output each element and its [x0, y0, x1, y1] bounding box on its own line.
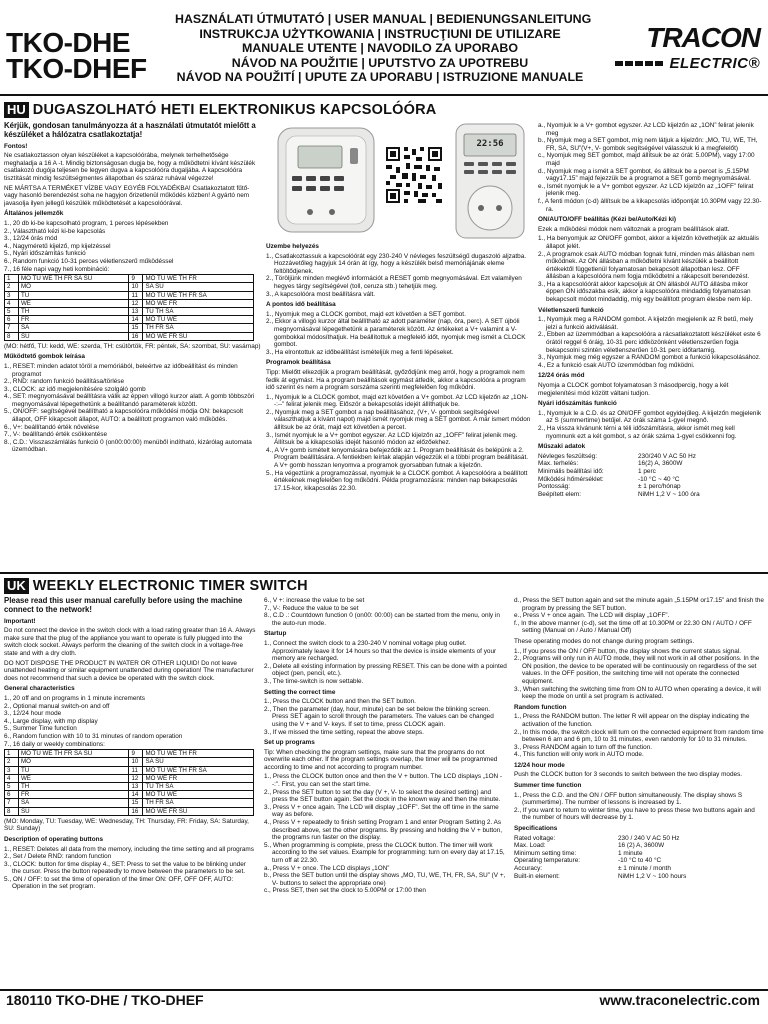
list-item: 2., Delete all existing information by pressing RESET. This can be done with a pointed object (pen, pencil, etc.).	[264, 662, 507, 678]
list-item: 5., ON / OFF: to set the time of operation of the timer ON: OFF, OFF OFF, AUTO: Operation in the set program.	[4, 875, 234, 891]
list-item: 1., Press the C.D. and the ON / OFF button simultaneously. The display shows S (summertime). The number of lessons is increased by 1.	[514, 791, 743, 807]
uk-prog-tip: Tip: When checking the program settings, make sure that the programs do not overwrite each other. If the program settings overlap, the timer will be programmed according to time and not according to program number.	[264, 748, 498, 771]
uk-rand-list	[514, 713, 764, 759]
hu-onoff-heading: ON/AUTO/OFF beállítás (Kézi be/Auto/Kézi ki)	[538, 216, 677, 224]
list-item: 6., Random funkció 10-31 perces véletlenszerű működéssel	[4, 257, 174, 265]
table-cell: Accuracy:	[514, 865, 543, 872]
table-row	[5, 275, 254, 283]
table-cell: WE	[18, 299, 129, 307]
list-item: b., Press the SET button until the display shows „MO, TU, WE, TH, FR, SA, SU” (V +, V- buttons to select the appropriate one)	[264, 872, 506, 887]
uk-desc-heading: Description of operating buttons	[4, 835, 104, 843]
uk-start-list	[264, 640, 508, 686]
uk-days-table	[4, 749, 254, 816]
table-cell: 1	[5, 750, 19, 758]
uk-sum-list	[514, 792, 764, 822]
hu-vel-heading: Véletlenszerű funkció	[538, 306, 604, 314]
list-item: 3., A kapcsolóóra most beállításra vált.	[266, 290, 376, 298]
list-item: a., Nyomjuk le a V+ gombot egyszer. Az LCD kijelzőn az „1ON” felirat jelenik meg	[538, 122, 754, 137]
manual-titles	[175, 12, 592, 85]
table-cell: TH	[18, 782, 129, 790]
table-cell: Operating temperature:	[514, 857, 581, 865]
table-cell: 230/240 V AC 50 Hz	[638, 452, 696, 460]
list-item: 5., Summer Time function	[4, 725, 77, 733]
hu-left-column	[4, 122, 262, 570]
uk-set-heading: Setting the correct time	[264, 688, 336, 696]
brand-bottom: ELECTRIC®	[669, 55, 760, 72]
table-row	[538, 476, 748, 484]
section-divider	[0, 572, 768, 574]
table-cell: 10	[129, 283, 143, 291]
list-item: 2., Töröljünk minden meglévő információt a RESET gomb megnyomásával. Ezt valamilyen hegyes tárgy segítségével (toll, ceruza stb.) tehetjük meg.	[266, 275, 522, 290]
list-item: e., Press V + once again. The LCD will display „1OFF”.	[514, 612, 670, 620]
table-cell: Beépített elem:	[538, 490, 581, 498]
table-cell: Pontosság:	[538, 483, 570, 491]
table-row	[5, 766, 254, 774]
list-item: 3., When switching the switching time from ON to AUTO when operating a device, it will keep the mode on until a set program is activated.	[514, 685, 761, 701]
table-cell: 6	[5, 791, 19, 799]
hu-prog-list	[266, 394, 532, 493]
uk-h24-text: Push the CLOCK button for 3 seconds to switch between the two display modes.	[514, 771, 743, 779]
list-item: 3., Nyomjuk meg még egyszer a RANDOM gombot a funkció kikapcsolásához.	[538, 354, 761, 362]
title-line-3: MANUALE UTENTE | NAVODILO ZA UPORABO	[241, 41, 519, 56]
table-cell: MO TU WE	[143, 791, 254, 799]
table-cell: MO TU WE	[143, 316, 254, 324]
table-cell: Max. terhelés:	[538, 460, 579, 468]
hu-ab-list	[538, 122, 764, 213]
table-cell: MO TU WE TH FR SA	[143, 766, 254, 774]
list-item: 3., Ha a kapcsolóórát akkor kapcsoljuk át ON állásból AUTO állásba mikor éppen ON időszakba esik, akkor a kapcsolóóra mindaddig folyamatosan bekapcsolt módot mindaddig, míg egy beállított program élesbe nem lép.	[538, 280, 753, 304]
list-item: 4., Nagyméretű kijelző, mp kijelzéssel	[4, 242, 111, 250]
list-item: 3., 12/24 hour mode	[4, 710, 62, 718]
table-cell: MO WE FR SU	[143, 807, 254, 815]
list-item: 2., If you want to return to winter time, you have to press these two buttons again and the number of hours will decrease by 1.	[514, 806, 755, 822]
table-cell: 1	[5, 275, 19, 283]
table-cell: 3	[5, 766, 19, 774]
table-cell: -10 °C ~ 40 °C	[638, 475, 680, 483]
uk-prog-list	[264, 773, 508, 895]
uk-start-heading: Startup	[264, 630, 287, 638]
list-item: 6., V+: beállítandó érték növelése	[4, 423, 100, 431]
uk-rand-heading: Random function	[514, 703, 567, 711]
list-item: 3., CLOCK: button for time display 4., SET: Press to set the value to be blinking under the cursor. Press the button repeatedly to move between the parameters to be set.	[4, 860, 246, 876]
hu-gomb-list	[4, 363, 262, 454]
uk-modes-intro: These operating modes do not change during program settings.	[514, 637, 695, 645]
list-item: 7., V-: Reduce the value to be set	[264, 604, 359, 612]
table-cell: Működési hőmérséklet:	[538, 475, 604, 483]
table-cell: TH FR SA	[143, 799, 254, 807]
list-item: 4., Press V + repeatedly to finish setting Program 1 and enter Program Setting 2. As described above, set the other programs. By pressing and holding the V + button, the programs run faster on the display.	[264, 819, 503, 842]
hu-tech-table	[538, 453, 748, 499]
uk-lang-badge: UK	[4, 578, 29, 594]
table-row	[5, 799, 254, 807]
list-item: 2., Ha vissza kívánunk térni a téli időszámításra, akkor ismét meg kell nyomnunk ezt a két gombot, s az órák száma 1-gyel csökkenni fog.	[538, 424, 737, 440]
table-row	[5, 316, 254, 324]
table-cell: SA SU	[143, 283, 254, 291]
uk-top-list	[264, 597, 508, 627]
hu-section-title	[4, 102, 436, 118]
table-cell: 230 / 240 V AC 50 Hz	[618, 834, 680, 842]
list-item: 3., Press V + once again. The LCD will display „1OFF”. Set the off time in the same way as before.	[264, 803, 499, 819]
hu-nyari-list	[538, 410, 764, 440]
hu-uzembe-list	[266, 253, 532, 299]
table-row	[538, 460, 748, 468]
hu-fontos-1: Ne csatlakoztasson olyan készüléket a kapcsolóórába, melynek terhelhetősége meghaladja a 16 A -t. Mindig biztonságosan dugja be, hogy a működtetni kívánt készülék csatlakozó dugója teljesen be legyen dugva a kapcsolóóra dugaljába. A kapcsolóóra tisztítását mindig feszültségmentes állapotban és száraz ruhával végezze!	[4, 152, 256, 182]
list-item: 4., Ez a funkció csak AUTO üzemmódban fog működni.	[538, 361, 695, 369]
table-cell: 15	[129, 324, 143, 332]
list-item: 1., Nyomjuk meg a RANDOM gombot. A kijelzőn megjelenik az R betű, mely jelzi a funkció aktiválását.	[538, 316, 754, 331]
table-cell: 6	[5, 316, 19, 324]
table-cell: MO TU WE TH FR SA SU	[18, 750, 129, 758]
hu-onoff-intro: Ezek a működési módok nem változnak a program beállítások alatt.	[538, 225, 730, 233]
list-item: 3., 12/24 órás mód	[4, 235, 58, 243]
table-cell: Minimum setting time:	[514, 849, 577, 857]
hu-gomb-heading: Működtető gombok leírása	[4, 353, 85, 361]
table-cell: 15	[129, 799, 143, 807]
table-cell: 7	[5, 324, 19, 332]
hu-vel-list	[538, 316, 764, 369]
uk-spec-table	[514, 835, 744, 881]
list-item: 5., When programming is complete, press the CLOCK button. The timer will work according to the set values. Example for programming: turn on every day at 17.15, turn off at 22.30.	[264, 841, 505, 864]
list-item: f., In the above manner (c-d), set the time off at 10.30PM or 22.30 ON / AUTO / OFF setting (Manual on / Auto / Manual Off)	[514, 619, 752, 635]
list-item: 3., If we missed the time setting, repeat the above steps.	[264, 728, 424, 736]
table-cell: 12	[129, 774, 143, 782]
page-header	[0, 0, 768, 92]
table-cell: MO	[18, 758, 129, 766]
hu-fontos-heading: Fontos!	[4, 142, 28, 150]
hu-tech-heading: Műszaki adatok	[538, 443, 586, 451]
table-cell: TU	[18, 291, 129, 299]
title-line-2: INSTRUKCJA UŻYTKOWANIA | INSTRUCŢIUNI DE UTILIZARE	[199, 26, 561, 41]
table-cell: MO WE FR	[143, 774, 254, 782]
list-item: 7., V-: beállítandó érték csökkentése	[4, 431, 108, 439]
list-item: 1., Ha benyomjuk az ON/OFF gombot, akkor a kijelzőn követhetjük az aktuális állapot jelét.	[538, 235, 759, 250]
table-cell: 8	[5, 807, 19, 815]
list-item: 2., In this mode, the switch clock will turn on the connected equipment from random time between 6 am and 6 pm, 10 to 31 minutes, even randomly for 10 to 31 minutes.	[514, 728, 764, 744]
product-code: 180110 TKO-DHE / TKO-DHEF	[6, 992, 204, 1008]
table-cell: 7	[5, 799, 19, 807]
list-item: 2., A programok csak AUTO módban fognak futni, minden más állásban nem működnek. Az ON állásban a működtetni kívánt készülék a beállított értékektől függetlenül folyamatosan bekapcsolt állapotban lesz. OFF állásban a kapcsolóóra nem fogja működtetni a rákapcsolt berendezést.	[538, 250, 755, 281]
brand-top: TRACON	[646, 22, 760, 53]
list-item: 1., RESET: Deletes all data from the memory, including the time setting and all programs	[4, 845, 254, 853]
uk-spec-heading: Specifications	[514, 825, 558, 833]
table-cell: 10	[129, 758, 143, 766]
table-row	[5, 791, 254, 799]
list-item: 2., Then the parameter (day, hour, minute) can be set below the blinking screen. Press SET again to scroll through the parameters. The values can be changed using the V + and V- keys. If set to time, press CLOCK again.	[264, 705, 494, 728]
list-item: 2., Ebben az üzemmódban a kapcsolóóra a rácsatlakoztatott készüléket este 6 órától reggel 6 óráig, 10-31 perc időközönként véletlenszerűen fogja bekapcsolni szintén véletlenszerűen 10-31 perc időtartamig.	[538, 331, 761, 354]
table-row	[514, 865, 744, 873]
table-row	[5, 307, 254, 315]
uk-left-column	[4, 597, 256, 989]
hu-alt-list	[4, 220, 262, 273]
table-cell: 1 minute	[618, 849, 643, 857]
list-item: 2., Set / Delete RND: random function	[4, 853, 112, 861]
list-item: 1., Nyomjuk meg a CLOCK gombot, majd ezt követően a SET gombot.	[266, 310, 466, 318]
hu-days-note: (MO: hétfő, TU: kedd, WE: szerda, TH: csütörtök, FR: péntek, SA: szombat, SU: vasárnap)	[4, 342, 261, 350]
table-row	[538, 468, 748, 476]
table-row	[514, 842, 744, 850]
list-item: f., A fenti módon (c-d) állítsuk be a kikapcsolás időpontját 10.30PM vagy 22.30-ra.	[538, 197, 762, 213]
table-row	[538, 453, 748, 461]
table-cell: SA SU	[143, 758, 254, 766]
list-item: d., Nyomjuk meg a ismét a SET gombot, és állítsuk be a percet is „5.15PM vagy17.15” majd fejezzük be a programot a SET gomb megnyomásával.	[538, 167, 751, 183]
website-link[interactable]: www.traconelectric.com	[599, 992, 760, 1008]
list-item: 1., If you press the ON / OFF button, the display shows the current status signal.	[514, 647, 741, 655]
list-item: 1., RESET: minden adatot töröl a memóriából, beleértve az időbeállítást és minden programot	[4, 362, 238, 378]
table-cell: 13	[129, 307, 143, 315]
hu-right-column	[538, 122, 764, 570]
list-item: 3., Press RANDOM again to turn off the function.	[514, 743, 653, 751]
table-row	[5, 291, 254, 299]
list-item: 6., Random function with 10 to 31 minutes of random operation	[4, 732, 183, 740]
table-row	[538, 483, 748, 491]
table-cell: 11	[129, 766, 143, 774]
table-cell: 14	[129, 316, 143, 324]
uk-gen-list	[4, 695, 256, 748]
brand-dots-icon	[615, 61, 663, 66]
list-item: 1., Csatlakoztassuk a kapcsolóórát egy 230-240 V névleges feszültségű dugaszoló aljzatba. Hozzávetőleg hagyjuk 14 órán át így, hogy a készülék belső memóriájának eleme feltöltődjenek.	[266, 252, 527, 275]
table-cell: 2	[5, 758, 19, 766]
model-line-1: TKO-DHE	[6, 27, 131, 58]
table-cell: Rated voltage:	[514, 834, 556, 842]
table-row	[5, 283, 254, 291]
list-item: c., Nyomjuk meg SET gombot, majd állítsuk be az órát: 5.00PM), vagy 17:00 majd	[538, 152, 755, 167]
uk-sum-heading: Summer time function	[514, 782, 582, 790]
uk-section-title	[4, 578, 308, 594]
table-cell: TH	[18, 307, 129, 315]
table-cell: TU TH SA	[143, 307, 254, 315]
table-cell: NiMH 1,2 V ~ 100 óra	[638, 490, 700, 498]
table-cell: 14	[129, 791, 143, 799]
list-item: 8., C.D .: Countdown function 0 (on00: 00:00) can be started from the menu, only in the auto-run mode.	[264, 612, 500, 627]
table-cell: 16(2) A, 3600W	[638, 460, 683, 468]
table-cell: Built-in element:	[514, 872, 560, 880]
table-row	[5, 774, 254, 782]
list-item: 2., Ekkor a villogó kurzor által beállítható az adott paraméter (nap, óra, perc). A SET újbóli megnyomásával lépegethetünk a paraméterek között. Az értékeket a V+ valamint a V- gombokkal módosíthatjuk. Ha beállítottuk a megfelelő időt, nyomjuk meg ismét a CLOCK gombot.	[266, 318, 526, 349]
list-item: 3., Ismét nyomjuk le a V+ gombot egyszer. Az LCD kijelzőn az „1OFF” felirat jelenik meg. Állítsuk be a kikapcsolás idejét hasonló módon az előzőekhez.	[266, 431, 518, 447]
table-cell: MO TU WE TH FR SA	[143, 291, 254, 299]
list-item: 3., The time-switch is now settable.	[264, 677, 364, 685]
hu-days-table	[4, 274, 254, 341]
table-cell: ± 1 perc/hónap	[638, 483, 681, 491]
list-item: 8., C.D.: Visszaszámlálás funkció 0 (on00:00:00) menüből indítható, kizárólag automata üzemódban.	[4, 438, 252, 454]
uk-title: WEEKLY ELECTRONIC TIMER SWITCH	[32, 578, 308, 594]
list-item: 2., Választható kézi ki-be kapcsolás	[4, 227, 106, 235]
list-item: 2., Press the SET button to set the day (V +, V- to select the desired setting) and press the SET button again. Set the clock in the known way and then the minute.	[264, 788, 501, 804]
list-item: 1., Nyomjuk le a C.D. és az ON/OFF gombot egyidejűleg. A kijelzőn megjelenik az S (summertime) betűjel. Az órák száma 1-gyel megnő.	[538, 409, 762, 425]
brand-logo	[600, 24, 760, 72]
table-cell: 9	[129, 750, 143, 758]
product-side-image	[450, 120, 530, 242]
list-item: 3., CLOCK: az idő megjelenítésére szolgáló gomb	[4, 385, 146, 393]
list-item: 1., 20 db ki-be kapcsolható program, 1 perces lépésekben	[4, 219, 169, 227]
model-name	[6, 27, 147, 84]
uk-imp-2: DO NOT DISPOSE THE PRODUCT IN WATER OR OTHER LIQUID! Do not leave unattended heating or similar equipment unattended during operation! The manufacturer does not recommend that such a device be operated with the switch clock.	[4, 659, 254, 682]
list-item: e., Ismét nyomjuk le a V+ gombot egyszer. Az LCD kijelzőn az „1OFF” felirat jelenik meg.	[538, 182, 754, 198]
table-row	[5, 758, 254, 766]
list-item: 4., Large display, with mp display	[4, 717, 98, 725]
model-line-2: TKO-DHEF	[6, 53, 147, 84]
list-item: 2., Nyomjuk meg a SET gombot a nap beállításához, (V+, V- gombok segítségével választhatjuk a kívánt napot) majd ismét nyomjuk meg a SET gombot. A már ismert módon állítsuk be az órát, majd ezt követően a percet.	[266, 408, 531, 432]
table-row	[5, 750, 254, 758]
list-item: 4., A V+ gomb ismételt lenyomására befejeződik az 1. Program beállítását és belépünk a 2. Program beállítására. A fentiekben leírtak alapján végezzük el a többi program beállítását. A V+ gomb hosszan lenyomva a programok gyorsabban futnak a kijelzőn.	[266, 446, 528, 470]
list-item: 2., RND: random funkció beállítása/törlése	[4, 378, 125, 386]
title-line-1: HASZNÁLATI ÚTMUTATÓ | USER MANUAL | BEDIENUNGSANLEITUNG	[175, 12, 592, 26]
table-row	[5, 332, 254, 340]
table-cell: MO TU WE TH FR	[143, 750, 254, 758]
table-cell: 1 perc	[638, 467, 656, 475]
list-item: 4., SET: megnyomásával beállításra válik az éppen villogó kurzor alatt. A gomb többszöri megnyomásával lépegethetünk a beállítandó paraméterek között.	[4, 393, 255, 408]
hu-h24-heading: 12/24 órás mód	[538, 372, 585, 380]
table-cell: 4	[5, 299, 19, 307]
table-cell: 13	[129, 782, 143, 790]
table-cell: 9	[129, 275, 143, 283]
uk-imp-heading: Important!	[4, 617, 36, 625]
uk-h24-heading: 12/24 hour mode	[514, 761, 565, 769]
hu-pontos-heading: A pontos idő beállítása	[266, 301, 336, 309]
list-item: 5., Ha végeztünk a programozással, nyomjuk le a CLOCK gombot. A kapcsolóóra a beállított értékeknek megfelelően fog működni. Példa programozásra: minden nap bekapcsolás 17.15-kor, kikapcsolás 22.30.	[266, 469, 528, 492]
hu-prog-heading: Programok beállítása	[266, 359, 331, 367]
list-item: 1., Press the CLOCK button once and then the V + button. The LCD displays „1ON - -:”. First, you can set the start time.	[264, 773, 503, 789]
list-item: 7., 16 daily or weekly combinations:	[4, 740, 105, 748]
hu-uzembe-heading: Üzembe helyezés	[266, 243, 319, 250]
uk-days-note: (MO: Monday, TU: Tuesday, WE: Wednesday, TH: Thursday, FR: Friday, SA: Saturday, SU: Sunday)	[4, 817, 249, 833]
uk-right-top-list	[514, 597, 764, 635]
table-cell: NiMH 1,2 V ~ 100 hours	[618, 872, 687, 880]
uk-intro: Please read this user manual carefully before using the machine connect to the network!	[4, 597, 243, 614]
table-cell: SA	[18, 324, 129, 332]
list-item: 5., ON/OFF: segítségével beállítható a kapcsolóóra működési módja ON: bekapcsolt állapot, OFF kikapcsolt állapot, AUTO: a beállított programon való működés.	[4, 408, 244, 424]
table-cell: 3	[5, 291, 19, 299]
list-item: 2., Optional manual switch-on and off	[4, 702, 110, 710]
table-cell: SU	[18, 332, 129, 340]
table-row	[5, 782, 254, 790]
hu-pontos-list	[266, 311, 532, 357]
hu-lang-badge: HU	[4, 102, 29, 118]
list-item: 5., Nyári időszámítás funkció	[4, 250, 86, 258]
uk-prog-heading: Set up programs	[264, 739, 315, 747]
list-item: 4., This function will only work in AUTO mode.	[514, 751, 644, 759]
table-cell: WE	[18, 774, 129, 782]
uk-gen-heading: General characteristics	[4, 685, 75, 693]
page-footer	[0, 992, 768, 1020]
list-item: 1., Nyomjuk le a CLOCK gombot, majd ezt követően a V+ gombot. Az LCD kijelzőn az „1ON--:--” felirat jelenik meg. Először a bekapcsolás idejét állíthatjuk be.	[266, 393, 529, 409]
qr-code-icon	[386, 147, 442, 203]
table-row	[538, 491, 748, 499]
list-item: a., Press V + once. The LCD displays „1ON”	[264, 864, 390, 872]
uk-right-column	[514, 597, 764, 989]
uk-middle-column	[264, 597, 508, 989]
table-cell: MO TU WE TH FR	[143, 275, 254, 283]
list-item: b., Nyomjuk meg a SET gombot, míg nem látjuk a kijelzőn: „MO, TU, WE, TH, FR, SA, SU”(V+, V- gombok segítségével válasszuk ki a megfelelőt)	[538, 137, 758, 152]
product-front-image	[270, 124, 382, 236]
table-cell: MO TU WE TH FR SA SU	[18, 275, 129, 283]
table-row	[514, 835, 744, 843]
hu-alt-heading: Általános jellemzők	[4, 210, 64, 218]
list-item: 1., Press the RANDOM button. The letter R will appear on the display indicating the activation of the function.	[514, 713, 750, 728]
uk-imp-1: Do not connect the device in the switch clock with a load rating greater than 16 A. Always make sure that the plug of the appliance you want to operate is fully plugged into the switch clock socket. Always perform the cleaning of the switch clock in a voltage-free state and with a dry cloth.	[4, 627, 256, 657]
table-cell: TU	[18, 766, 129, 774]
table-cell: 2	[5, 283, 19, 291]
table-cell: SA	[18, 799, 129, 807]
hu-fontos-2: NE MÁRTSA A TERMÉKET VÍZBE VAGY EGYÉB FOLYADÉKBA! Csatlakoztatott fűtő- vagy hasonló berendezést soha ne hagyjon őrizetlenül működés közben! A gyártó nem javasolja ilyen jellegű készülék működtetését a kapcsolóórával.	[4, 184, 250, 207]
uk-modes-list	[514, 648, 764, 701]
table-cell: MO WE FR SU	[143, 332, 254, 340]
hu-nyari-heading: Nyári időszámítás funkció	[538, 400, 617, 408]
table-cell: Névleges feszültség:	[538, 452, 597, 460]
table-cell: FR	[18, 316, 129, 324]
list-item: 2., Programs will only run in AUTO mode, they will not work in all other positions. In the ON position, the device to be operated will be continuously on regardless of the set values. In the OFF position, the switching time will not operate the connected equipment.	[514, 655, 760, 685]
hu-h24-text: Nyomja a CLOCK gombot folyamatosan 3 másodpercig, hogy a két megjelenítési mód között váltani tudjon.	[538, 382, 729, 397]
table-cell: 16	[129, 807, 143, 815]
title-line-5: NÁVOD NA POUŽITÍ | UPUTE ZA UPORABU | ISTRUZIONE MANUALE	[176, 70, 584, 85]
table-cell: 12	[129, 299, 143, 307]
table-row	[514, 873, 744, 881]
hu-middle-column	[266, 243, 532, 570]
table-row	[5, 299, 254, 307]
list-item: c., Press SET, then set the clock to 5.00PM or 17:00 then	[264, 887, 426, 895]
table-cell: -10 °C to 40 °C	[618, 857, 662, 865]
header-divider	[0, 94, 768, 96]
list-item: 1., Connect the switch clock to a 230-240 V nominal voltage plug outlet. Approximately leave it for 14 hours so that the device is inside elements of your memory are recharged.	[264, 639, 497, 663]
table-cell: TU TH SA	[143, 782, 254, 790]
title-line-4: NÁVOD NA POUŽITIE | UPUTSTVO ZA UPOTREBU	[231, 55, 529, 70]
list-item: d., Press the SET button again and set the minute again „5.15PM or17.15” and finish the program by pressing the SET button.	[514, 597, 764, 612]
lcd-time: 22:56	[476, 139, 504, 149]
uk-desc-list	[4, 846, 256, 892]
table-cell: 16 (2) A, 3600W	[618, 842, 665, 850]
table-cell: ± 1 minute / month	[618, 865, 671, 872]
table-cell: Minimális beállítási idő:	[538, 467, 604, 475]
table-cell: 5	[5, 782, 19, 790]
table-cell: Max. Load:	[514, 842, 546, 850]
table-cell: 16	[129, 332, 143, 340]
list-item: 3., Ha elrontottuk az időbeállítást ismételjük meg a fenti lépéseket.	[266, 348, 454, 356]
list-item: 1., 20 off and on programs in 1 minute increments	[4, 694, 145, 702]
list-item: 6., V +: increase the value to be set	[264, 597, 365, 604]
hu-intro: Kérjük, gondosan tanulmányozza át a használati útmutatót mielőtt a készüléket a hálózatra csatlakoztatja!	[4, 122, 256, 139]
table-row	[5, 324, 254, 332]
hu-title: DUGASZOLHATÓ HETI ELEKTRONIKUS KAPCSOLÓÓRA	[32, 102, 437, 118]
hu-prog-tip: Tipp: Mielőtt elkezdjük a program beállítását, győződjünk meg arról, hogy a programok nem fedik át egymást. Ha a program beállítások egymást átfedik, akkor a kapcsolóóra a program idő szerint és nem a program sorszáma szerinti megfelelően fog működni.	[266, 368, 526, 392]
table-cell: TH FR SA	[143, 324, 254, 332]
table-cell: FR	[18, 791, 129, 799]
table-cell: 5	[5, 307, 19, 315]
list-item: 7., 16 féle napi vagy heti kombináció:	[4, 265, 110, 273]
hu-onoff-list	[538, 235, 764, 303]
table-cell: SU	[18, 807, 129, 815]
footer-divider	[0, 989, 768, 991]
table-cell: 8	[5, 332, 19, 340]
table-row	[5, 807, 254, 815]
table-cell: 11	[129, 291, 143, 299]
list-item: 1., Press the CLOCK button and then the SET button.	[264, 698, 416, 706]
uk-set-list	[264, 698, 508, 736]
table-cell: MO WE FR	[143, 299, 254, 307]
table-cell: 4	[5, 774, 19, 782]
table-row	[514, 857, 744, 865]
table-cell: MO	[18, 283, 129, 291]
